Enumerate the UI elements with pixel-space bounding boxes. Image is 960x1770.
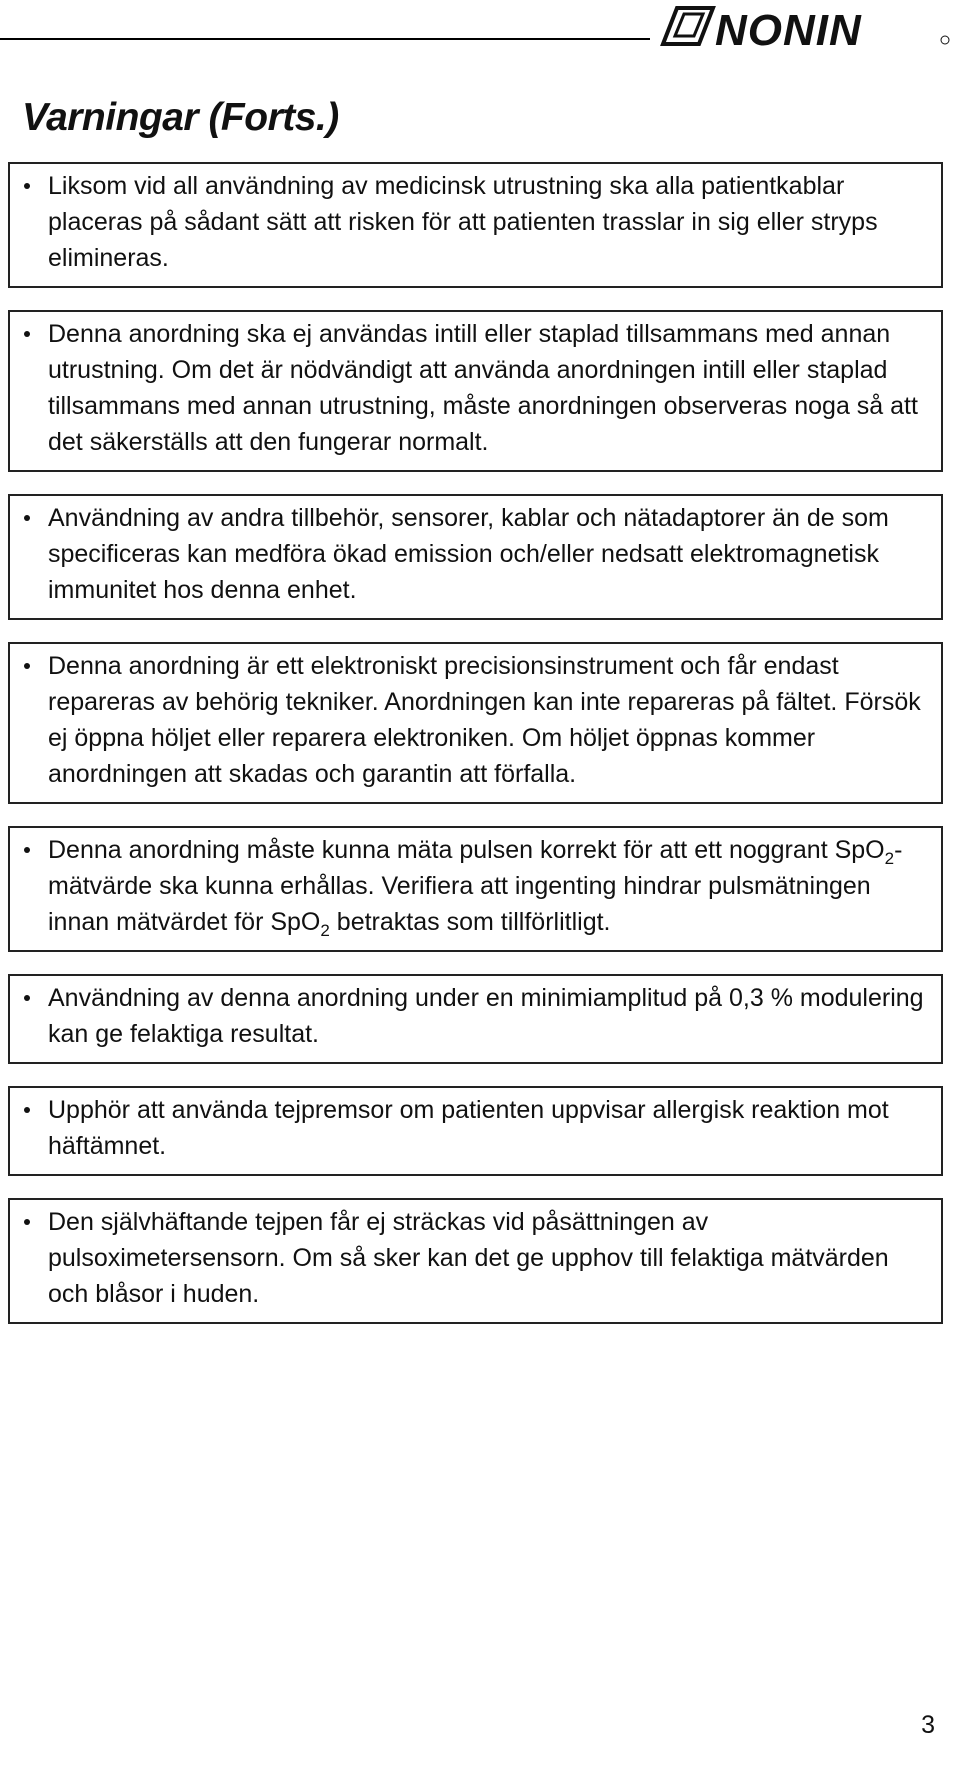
bullet-icon [24, 183, 30, 189]
bullet-icon [24, 663, 30, 669]
warning-text: Användning av andra tillbehör, sensorer, kablar och nätadaptorer än de som specificeras kan medföra ökad emission och/eller nedsatt elektromagnetisk immunitet hos denna enhet. [48, 504, 889, 604]
warning-text: Denna anordning ska ej användas intill eller staplad tillsammans med annan utrustning. Om det är nödvändigt att använda anordningen intill eller staplad tillsammans med annan utrustning, måste anordningen observeras noga så att det säkerställs att den fungerar normalt. [48, 320, 918, 456]
bullet-icon [24, 331, 30, 337]
page-number: 3 [921, 1711, 935, 1739]
warning-item [8, 494, 943, 620]
warning-text: Liksom vid all användning av medicinsk utrustning ska alla patientkablar placeras på sådant sätt att risken för att patienten trasslar in sig eller stryps elimineras. [48, 172, 878, 272]
warning-item [8, 1198, 943, 1324]
warning-item [8, 1086, 943, 1176]
warning-text: Användning av denna anordning under en minimiamplitud på 0,3 % modulering kan ge felaktiga resultat. [48, 984, 924, 1048]
bullet-icon [24, 847, 30, 853]
bullet-icon [24, 1107, 30, 1113]
warning-item [8, 826, 943, 952]
warning-text: Denna anordning måste kunna mäta pulsen korrekt för att ett noggrant SpO$_2$-mätvärde ska kunna erhållas. Verifiera att ingenting hindrar pulsmätningen innan mätvärdet för SpO$_2$ betraktas som tillförlitligt. [48, 836, 903, 940]
warning-text: Denna anordning är ett elektroniskt precisionsinstrument och får endast repareras av behörig tekniker. Anordningen kan inte repareras på fältet. Försök ej öppna höljet eller reparera elektroniken. Om höljet öppnas kommer anordningen att skadas och garantin att förfalla. [48, 652, 921, 788]
warning-item [8, 642, 943, 804]
header-rule [0, 38, 650, 40]
warning-list [8, 162, 943, 1346]
bullet-icon [24, 515, 30, 521]
warning-item [8, 310, 943, 472]
page-title: Varningar (Forts.) [22, 96, 339, 139]
bullet-icon [24, 995, 30, 1001]
warning-item [8, 162, 943, 288]
bullet-icon [24, 1219, 30, 1225]
logo-text: NONIN [715, 6, 862, 55]
warning-item [8, 974, 943, 1064]
warning-text: Upphör att använda tejpremsor om patienten uppvisar allergisk reaktion mot häftämnet. [48, 1096, 889, 1160]
nonin-logo [655, 0, 955, 56]
warning-text: Den självhäftande tejpen får ej sträckas vid påsättningen av pulsoximetersensorn. Om så sker kan det ge upphov till felaktiga mätvärden och blåsor i huden. [48, 1208, 889, 1308]
